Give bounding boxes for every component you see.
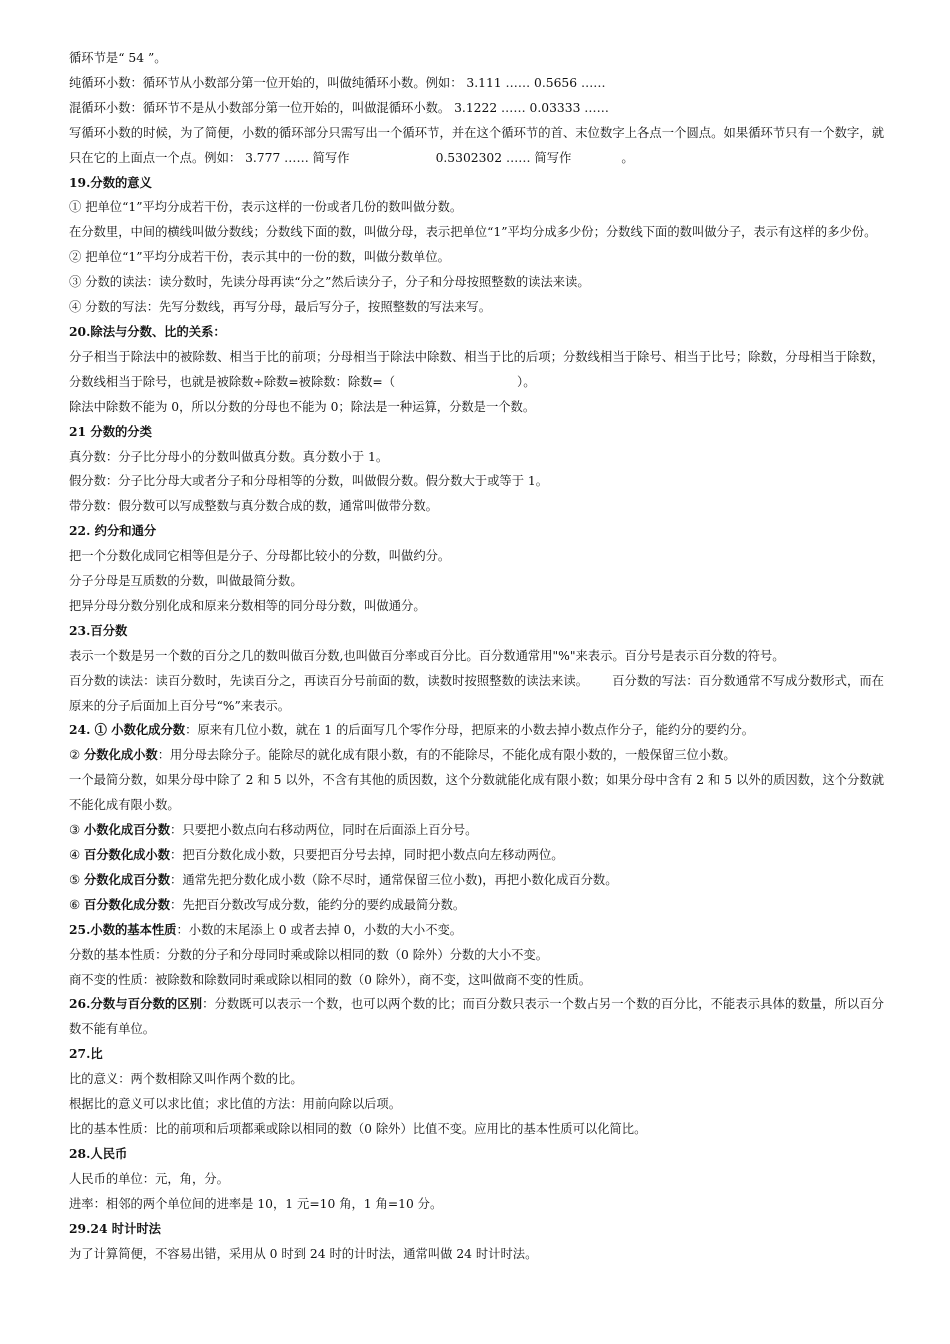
text: ：小数的末尾添上 0 或者去掉 0，小数的大小不变。 (176, 922, 463, 937)
paragraph: 比的基本性质：比的前项和后项都乘或除以相同的数（0 除外）比值不变。应用比的基本性质可以化简比。 (69, 1121, 647, 1136)
text: ③ (69, 823, 84, 838)
paragraph: ④ 分数的写法：先写分数线，再写分母，最后写分子，按照整数的写法来写。 (69, 300, 492, 315)
paragraph: 进率：相邻的两个单位间的进率是 10，1 元=10 角，1 角=10 分。 (69, 1196, 443, 1211)
term: 26.分数与百分数的区别 (69, 996, 203, 1012)
text: ④ (69, 848, 84, 862)
text: 24. ① (69, 722, 112, 738)
paragraph (69, 868, 884, 893)
paragraph: 比的意义：两个数相除又叫作两个数的比。 (69, 1072, 303, 1087)
text: ：原来有几位小数，就在 1 的后面写几个零作分母，把原来的小数去掉小数点作分子，能约分的要约分。 (185, 723, 755, 738)
paragraph (69, 345, 884, 395)
paragraph: 一个最简分数，如果分母中除了 2 和 5 以外，不含有其他的质因数，这个分数就能化成有限小数；如果分母中含有 2 和 5 以外的质因数，这个分数就不能化成有限小数。 (69, 773, 884, 813)
term: 百分数化成分数 (83, 896, 171, 912)
text: 百分数的写法：百分数通常不写成分数形式，而在原来的分子后面加上百分号“%”来表示。 (69, 673, 884, 713)
text: ：通常先把分数化成小数（除不尽时，通常保留三位小数)，再把小数化成百分数。 (170, 872, 618, 887)
paragraph (69, 992, 884, 1042)
text: ② (69, 748, 84, 763)
section-heading: 21 分数的分类 (69, 423, 152, 439)
paragraph: 混循环小数：循环节不是从小数部分第一位开始的，叫做混循环小数。 3.1222 …… 0.03333 …… (69, 100, 609, 115)
text: ：只要把小数点向右移动两位，同时在后面添上百分号。 (170, 823, 478, 838)
section-heading: 20.除法与分数、比的关系： (69, 323, 226, 339)
text: ：分数既可以表示一个数，也可以两个数的比；而百分数只表示一个数占另一个数的百分比，不能表示具体的数量，所以百分数不能有单位。 (69, 997, 884, 1037)
paragraph (69, 121, 884, 171)
paragraph (69, 818, 884, 843)
paragraph (69, 918, 884, 943)
paragraph: 商不变的性质：被除数和除数同时乘或除以相同的数（0 除外），商不变，这叫做商不变的性质。 (69, 972, 592, 987)
paragraph: 分子分母是互质数的分数，叫做最简分数。 (69, 574, 303, 589)
paragraph (69, 718, 884, 743)
paragraph: 在分数里，中间的横线叫做分数线；分数线下面的数，叫做分母，表示把单位“1”平均分成多少份；分数线下面的数叫做分子，表示有这样的多少份。 (69, 225, 877, 240)
paragraph: 人民币的单位：元，角，分。 (69, 1171, 229, 1186)
text: ：先把百分数改写成分数，能约分的要约成最简分数。 (170, 897, 466, 912)
paragraph: 表示一个数是另一个数的百分之几的数叫做百分数,也叫做百分率或百分比。百分数通常用"%"来表示。百分号是表示百分数的符号。 (69, 648, 785, 663)
paragraph (69, 669, 884, 719)
term: 小数化成百分数 (83, 822, 171, 838)
text: 。 (621, 150, 634, 165)
section-heading: 19.分数的意义 (69, 174, 152, 190)
text: ⑥ (69, 897, 84, 912)
section-heading: 29.24 时计时法 (69, 1220, 161, 1236)
text: 0.5302302 …… 简写作 (435, 150, 572, 165)
term: 25.小数的基本性质 (69, 921, 177, 937)
paragraph: 循环节是“ 54 ”。 (69, 51, 167, 65)
text: 分子相当于除法中的被除数、相当于比的前项；分母相当于除法中除数、相当于比的后项；分数线相当于除号、相当于比号；除数，分母相当于除数，分数线相当于除号，也就是被除数÷除数=被除数：除数=（ (69, 349, 884, 389)
paragraph: 分数的基本性质：分数的分子和分母同时乘或除以相同的数（0 除外）分数的大小不变。 (69, 947, 549, 962)
paragraph: ③ 分数的读法：读分数时，先读分母再读“分之”然后读分子，分子和分母按照整数的读法来读。 (69, 275, 590, 290)
section-heading: 23.百分数 (69, 622, 128, 638)
term: 分数化成小数 (83, 747, 158, 763)
section-heading: 27.比 (69, 1046, 103, 1062)
paragraph (69, 743, 884, 768)
section-heading: 28.人民币 (69, 1145, 128, 1161)
document-page (69, 46, 884, 1266)
paragraph: 假分数：分子比分母大或者分子和分母相等的分数，叫做假分数。假分数大于或等于 1。 (69, 474, 549, 489)
term: 分数化成百分数 (83, 871, 171, 887)
text: ：用分母去除分子。能除尽的就化成有限小数，有的不能除尽，不能化成有限小数的，一般保留三位小数。 (157, 748, 736, 763)
paragraph (69, 843, 884, 868)
text: ）。 (517, 374, 536, 389)
section-heading: 22. 约分和通分 (69, 523, 157, 539)
paragraph: 根据比的意义可以求比值；求比值的方法：用前向除以后项。 (69, 1097, 402, 1112)
text: 百分数的读法：读百分数时，先读百分之，再读百分号前面的数，读数时按照整数的读法来读。 (69, 673, 589, 688)
paragraph: 带分数：假分数可以写成整数与真分数合成的数，通常叫做带分数。 (69, 499, 438, 514)
text: ：把百分数化成小数，只要把百分号去掉，同时把小数点向左移动两位。 (170, 848, 564, 862)
paragraph: 纯循环小数：循环节从小数部分第一位开始的，叫做纯循环小数。例如： 3.111 …… 0.5656 …… (69, 75, 606, 90)
text: ⑤ (69, 872, 84, 887)
paragraph: 把一个分数化成同它相等但是分子、分母都比较小的分数，叫做约分。 (69, 549, 451, 564)
paragraph (69, 893, 884, 918)
term: 小数化成分数 (111, 722, 186, 738)
paragraph: 真分数：分子比分母小的分数叫做真分数。真分数小于 1。 (69, 449, 389, 464)
paragraph: 把异分母分数分别化成和原来分数相等的同分母分数，叫做通分。 (69, 598, 426, 613)
paragraph: ① 把单位“1”平均分成若干份，表示这样的一份或者几份的数叫做分数。 (69, 200, 463, 215)
paragraph: 为了计算简便，不容易出错，采用从 0 时到 24 时的计时法，通常叫做 24 时计时法。 (69, 1246, 538, 1261)
paragraph: 除法中除数不能为 0，所以分数的分母也不能为 0；除法是一种运算，分数是一个数。 (69, 399, 536, 414)
term: 百分数化成小数 (83, 847, 171, 862)
paragraph: ② 把单位“1”平均分成若干份，表示其中的一份的数，叫做分数单位。 (69, 250, 450, 265)
text: 写循环小数的时候，为了简便，小数的循环部分只需写出一个循环节，并在这个循环节的首、末位数字上各点一个圆点。如果循环节只有一个数字，就只在它的上面点一个点。例如： 3.777 …… 简写作 (69, 125, 884, 165)
